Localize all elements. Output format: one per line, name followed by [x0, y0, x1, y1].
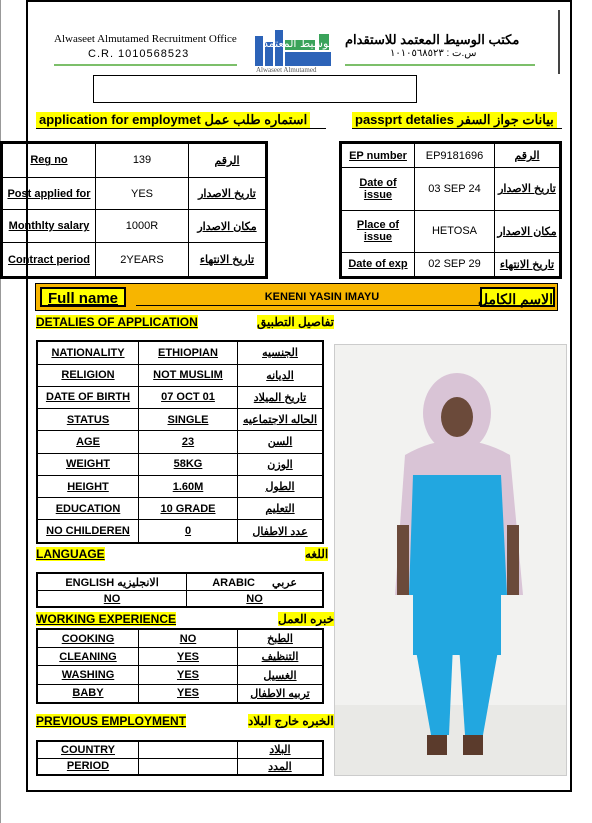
fullname-label-en: Full name [40, 287, 126, 307]
row-label-ar: البلاد [238, 741, 324, 758]
row-label: EP number [341, 143, 415, 168]
table-row [2, 143, 267, 178]
title-rule-left [36, 128, 326, 129]
row-value: 2YEARS [96, 243, 189, 278]
row-value: 1.60M [139, 475, 238, 497]
row-value: 02 SEP 29 [415, 252, 495, 277]
language-heading-ar: اللغه [305, 547, 329, 561]
header-divider [558, 10, 560, 74]
table-row [341, 210, 561, 252]
row-value: 1000R [96, 210, 189, 243]
experience-heading-ar: خبره العمل [278, 612, 335, 626]
table-row [37, 758, 323, 775]
details-heading-en: DETALIES OF APPLICATION [36, 315, 198, 329]
row-label: NATIONALITY [37, 341, 139, 364]
row-label-ar: مكان الاصدار [189, 210, 267, 243]
row-label-ar: تربيه الاطفال [238, 684, 324, 703]
row-value: YES [139, 666, 238, 684]
fullname-label-ar: الاسم الكامل [480, 287, 555, 307]
previous-table [36, 740, 324, 776]
row-label: NO CHILDEREN [37, 520, 139, 543]
row-label: COUNTRY [37, 741, 139, 758]
cr-number-en: C.R. 1010568523 [88, 48, 190, 60]
application-title [36, 112, 310, 128]
row-label-ar: التنظيف [238, 648, 324, 666]
row-label: BABY [37, 684, 139, 703]
details-heading-ar: تفاصيل التطبيق [257, 315, 335, 329]
header-rule-left [54, 64, 237, 66]
table-row [2, 177, 267, 210]
row-label-ar: مكان الاصدار [495, 210, 561, 252]
cr-number-ar: س.ت : ١٠١٠٥٦٨٥٢٣ [390, 48, 477, 59]
applicant-figure [335, 345, 567, 776]
row-value [139, 741, 238, 758]
row-label: STATUS [37, 409, 139, 431]
row-label-ar: الرقم [189, 143, 267, 178]
row-label: Contract period [2, 243, 96, 278]
arabic-value: NO [187, 591, 323, 607]
language-heading-en: LANGUAGE [36, 547, 105, 561]
previous-heading-ar: الخبره خارج البلاد [248, 714, 334, 728]
blank-field-box [93, 75, 417, 103]
english-label: ENGLISH الانجليزيه [37, 573, 187, 591]
logo-caption: Alwaseet Almutamed [256, 66, 317, 74]
company-name-en: Alwaseet Almutamed Recruitment Office [54, 33, 237, 45]
fullname-bar [35, 283, 558, 311]
row-value: EP9181696 [415, 143, 495, 168]
table-row [37, 684, 323, 703]
row-value: 03 SEP 24 [415, 168, 495, 210]
row-value: NOT MUSLIM [139, 364, 238, 386]
row-label-ar: السن [238, 431, 324, 453]
fullname-value: KENENI YASIN IMAYU [136, 291, 508, 306]
row-value: 23 [139, 431, 238, 453]
previous-heading-en: PREVIOUS EMPLOYMENT [36, 714, 187, 728]
title-rule-right [352, 128, 562, 129]
row-value: 58KG [139, 453, 238, 475]
row-value: YES [139, 648, 238, 666]
table-row [37, 341, 323, 364]
employment-info-table [0, 141, 268, 279]
application-title-ar: استماره طلب عمل [204, 112, 308, 127]
table-row [37, 498, 323, 520]
row-label: COOKING [37, 629, 139, 648]
table-row [37, 629, 323, 648]
row-value: 07 OCT 01 [139, 386, 238, 408]
row-label-ar: الطبخ [238, 629, 324, 648]
row-label: Reg no [2, 143, 96, 178]
row-label-ar: تاريخ الاصدار [495, 168, 561, 210]
language-table [36, 572, 324, 608]
row-value: 139 [96, 143, 189, 178]
table-row [37, 453, 323, 475]
passport-title [352, 112, 557, 128]
row-value: ETHIOPIAN [139, 341, 238, 364]
table-row [37, 364, 323, 386]
passport-title-en: passprt detalies [355, 112, 454, 127]
row-label: Monthlty salary [2, 210, 96, 243]
row-value: YES [139, 684, 238, 703]
table-row [37, 666, 323, 684]
row-label-ar: تاريخ الميلاد [238, 386, 324, 408]
table-row [37, 741, 323, 758]
row-value: HETOSA [415, 210, 495, 252]
row-label: WEIGHT [37, 453, 139, 475]
row-label: RELIGION [37, 364, 139, 386]
row-label-ar: الغسيل [238, 666, 324, 684]
row-label-ar: الحاله الاجتماعيه [238, 409, 324, 431]
row-label-ar: الجنسيه [238, 341, 324, 364]
passport-title-ar: بيانات جواز السفر [457, 112, 554, 127]
logo-text-ar: الوسيط المعتمد [262, 37, 336, 50]
table-row [341, 143, 561, 168]
row-label: Place of issue [341, 210, 415, 252]
experience-table [36, 628, 324, 704]
table-row [341, 168, 561, 210]
table-row [37, 520, 323, 543]
row-label: AGE [37, 431, 139, 453]
row-label: CLEANING [37, 648, 139, 666]
row-value [139, 758, 238, 775]
row-value: SINGLE [139, 409, 238, 431]
row-label-ar: الطول [238, 475, 324, 497]
row-label-ar: الرقم [495, 143, 561, 168]
table-row [37, 409, 323, 431]
experience-heading-en: WORKING EXPERIENCE [36, 612, 177, 626]
table-row [37, 648, 323, 666]
application-title-en: application for employmet [39, 112, 201, 127]
table-row [2, 210, 267, 243]
row-label-ar: المدد [238, 758, 324, 775]
row-label: WASHING [37, 666, 139, 684]
applicant-photo [334, 344, 567, 776]
row-label: Post applied for [2, 177, 96, 210]
row-value: NO [139, 629, 238, 648]
row-label: DATE OF BIRTH [37, 386, 139, 408]
table-row [37, 475, 323, 497]
row-label: EDUCATION [37, 498, 139, 520]
row-label-ar: تاريخ الانتهاء [189, 243, 267, 278]
header-rule-right [345, 64, 535, 66]
arabic-label: ARABIC عربي [187, 573, 323, 591]
row-value: 0 [139, 520, 238, 543]
row-label: Date of exp [341, 252, 415, 277]
row-label-ar: الديانه [238, 364, 324, 386]
row-label: Date of issue [341, 168, 415, 210]
row-label: PERIOD [37, 758, 139, 775]
row-label-ar: التعليم [238, 498, 324, 520]
row-value: YES [96, 177, 189, 210]
page-edge [0, 0, 4, 823]
row-label: HEIGHT [37, 475, 139, 497]
row-label-ar: الوزن [238, 453, 324, 475]
table-row [2, 243, 267, 278]
row-label-ar: عدد الاطفال [238, 520, 324, 543]
table-row [37, 386, 323, 408]
row-value: 10 GRADE [139, 498, 238, 520]
table-row [37, 431, 323, 453]
table-row [341, 252, 561, 277]
row-label-ar: تاريخ الانتهاء [495, 252, 561, 277]
company-name-ar: مكتب الوسيط المعتمد للاستقدام [345, 32, 520, 47]
details-table [36, 340, 324, 544]
passport-info-table [339, 141, 562, 279]
english-value: NO [37, 591, 187, 607]
row-label-ar: تاريخ الاصدار [189, 177, 267, 210]
